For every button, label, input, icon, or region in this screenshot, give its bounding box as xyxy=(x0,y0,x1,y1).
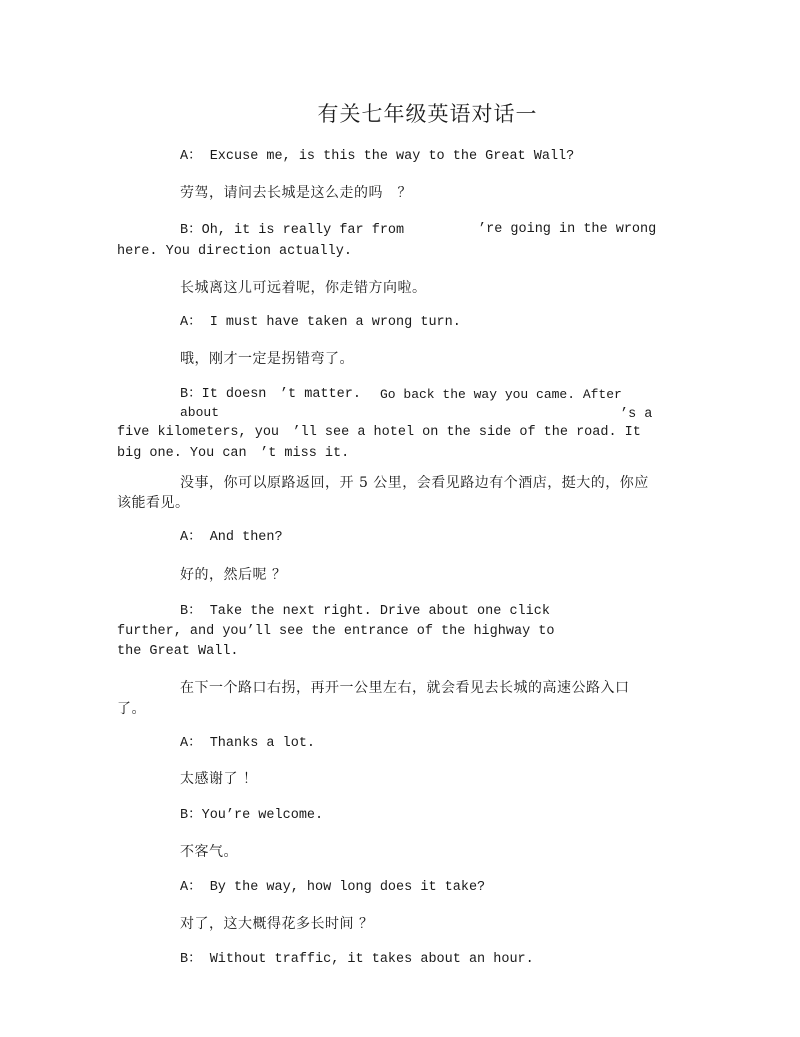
dialog-line-en: here. You direction actually. xyxy=(117,244,352,259)
dialog-line-en: A： And then? xyxy=(180,530,283,545)
dialog-line-en: B： Without traffic, it takes about an hour. xyxy=(180,952,534,967)
dialog-line-zh: 没事，你可以原路返回，开 5 公里，会看见路边有个酒店，挺大的，你应 xyxy=(180,475,649,491)
dialog-line-en: ’s a xyxy=(620,407,653,422)
document-title: 有关七年级英语对话一 xyxy=(317,102,538,126)
dialog-line-en: B：Oh, it is really far from xyxy=(180,223,405,238)
dialog-line-zh: 长城离这儿可远着呢，你走错方向啦。 xyxy=(180,280,427,296)
dialog-line-zh: 在下一个路口右拐，再开一公里左右，就会看见去长城的高速公路入口 xyxy=(180,680,630,696)
dialog-line-en: further, and you’ll see the entrance of the highway to xyxy=(117,624,555,639)
dialog-line-en: Go back the way you came. After xyxy=(380,387,622,402)
dialog-line-en: B：You’re welcome. xyxy=(180,808,324,823)
dialog-line-zh: 哦，刚才一定是拐错弯了。 xyxy=(180,351,354,367)
dialog-line-en: five kilometers, you ’ll see a hotel on the side of the road. It xyxy=(117,425,641,440)
dialog-line-en: B：It doesn ’t matter. xyxy=(180,387,361,402)
dialog-line-zh: 好的，然后呢 ？ xyxy=(180,567,287,583)
dialog-line-zh: 劳驾，请问去长城是这么走的吗 ？ xyxy=(180,185,412,201)
dialog-line-en: ’re going in the wrong xyxy=(478,222,657,237)
dialog-line-en: B： Take the next right. Drive about one click xyxy=(180,604,550,619)
dialog-line-zh: 太感谢了 ！ xyxy=(180,771,258,787)
dialog-line-zh: 了。 xyxy=(117,701,146,717)
dialog-line-zh: 该能看见。 xyxy=(117,495,190,511)
dialog-line-en: A： I must have taken a wrong turn. xyxy=(180,315,461,330)
dialog-line-zh: 不客气。 xyxy=(180,844,238,860)
dialog-line-en: the Great Wall. xyxy=(117,644,239,659)
dialog-line-zh: 对了，这大概得花多长时间 ？ xyxy=(180,916,374,932)
dialog-line-en: A： Thanks a lot. xyxy=(180,736,316,751)
dialog-line-en: A： By the way, how long does it take? xyxy=(180,880,486,895)
dialog-line-en: about xyxy=(180,405,220,420)
dialog-line-en: big one. You can ’t miss it. xyxy=(117,446,350,461)
dialog-line-en: A： Excuse me, is this the way to the Great Wall? xyxy=(180,149,575,164)
